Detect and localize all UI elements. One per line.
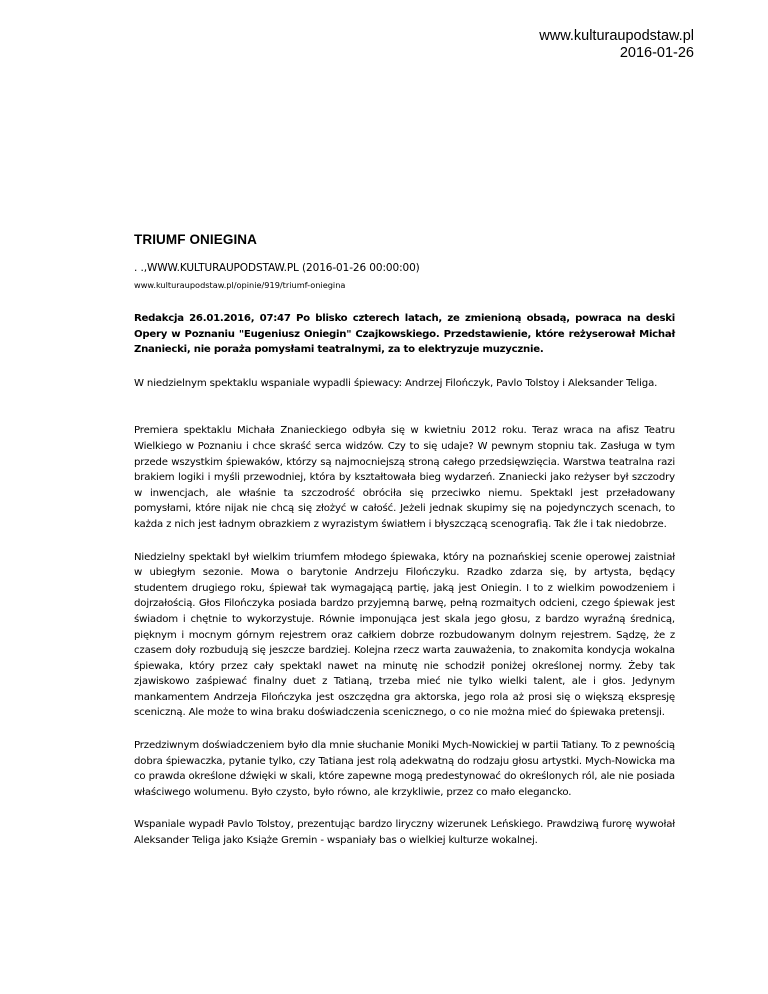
article-paragraph: Premiera spektaklu Michała Znanieckiego odbyła się w kwietniu 2012 roku. Teraz wraca na afisz Teatru Wielkiego w Poznaniu i chce skraść serca widzów. Czy to się udaje? W pewnym stopniu tak. Zasługa w tym przede wszystkim śpiewaków, którzy są najmocniejszą stroną całego przedsięwzięcia. Warstwa teatralna razi brakiem logiki i myśli przewodniej, która by kształtowała bieg wydarzeń. Znaniecki jako reżyser był szczodry w inwencjach, ale właśnie ta szczodrość obróciła się przeciwko niemu. Spektakl jest przeładowany pomysłami, które nijak nie chcą się złożyć w całość. Jeżeli jednak skupimy się na pojedynczych scenach, to każda z nich jest ładnym obrazkiem z wyrazistym światłem i błyszczącą scenografią. Tak źle i tak niedobrze. (134, 425, 675, 530)
source-line: . .,WWW.KULTURAUPODSTAW.PL (2016-01-26 00:00:00) (134, 262, 420, 274)
article (134, 232, 675, 866)
source-url: www.kulturaupodstaw.pl/opinie/919/triumf-oniegina (134, 280, 346, 290)
header-site: www.kulturaupodstaw.pl (539, 28, 694, 44)
article-title: TRIUMF ONIEGINA (134, 232, 257, 247)
article-paragraph: W niedzielnym spektaklu wspaniale wypadli śpiewacy: Andrzej Filończyk, Pavlo Tolstoy i Aleksander Teliga. (134, 377, 658, 389)
article-paragraph: Przedziwnym doświadczeniem było dla mnie słuchanie Moniki Mych-Nowickiej w partii Tatiany. To z pewnością dobra śpiewaczka, pytanie tylko, czy Tatiana jest rolą adekwatną do rodzaju głosu artystki. Mych-Nowicka ma co prawda określone dźwięki w skali, które zapewne mogą predestynować do określonych ról, ale nie posiada właściwego wolumenu. Było czysto, było równo, ale krzykliwie, przez co mało elegancko. (134, 740, 675, 798)
page-header (539, 28, 694, 62)
article-lead: Redakcja 26.01.2016, 07:47 Po blisko czterech latach, ze zmienioną obsadą, powraca na deski Opery w Poznaniu "Eugeniusz Oniegin" Czajkowskiego. Przedstawienie, które reżyserował Michał Znaniecki, nie poraża pomysłami teatralnymi, za to elektryzuje muzycznie. (134, 313, 675, 356)
header-date: 2016-01-26 (619, 45, 694, 61)
article-paragraph: Wspaniale wypadł Pavlo Tolstoy, prezentując bardzo liryczny wizerunek Leńskiego. Prawdziwą furorę wywołał Aleksander Teliga jako Książe Gremin - wspaniały bas o wielkiej kulturze wokalnej. (134, 819, 675, 847)
article-paragraph: Niedzielny spektakl był wielkim triumfem młodego śpiewaka, który na poznańskiej scenie operowej zaistniał w ubiegłym sezonie. Mowa o barytonie Andrzeju Filończyku. Rzadko zdarza się, by artysta, będący studentem drugiego roku, śpiewał tak wymagającą partię, jaką jest Oniegin. I to z wielkim powodzeniem i dojrzałością. Głos Filończyka posiada bardzo przyjemną barwę, pełną rozmaitych odcieni, czego śpiewak jest świadom i chętnie to wykorzystuje. Równie imponująca jest skala jego głosu, z bardzo wyraźną średnicą, pięknym i mocnym górnym rejestrem oraz całkiem dobrze rozbudowanym dolnym rejestrem. Sądzę, że z czasem doły rozbudują się jeszcze bardziej. Kolejna rzecz warta zauważenia, to znakomita kondycja wokalna śpiewaka, który przez cały spektakl nawet na minutę nie schodził poniżej określonej normy. Żeby tak zjawiskowo zaśpiewać finalny duet z Tatianą, trzeba mieć nie tylko wielki talent, ale i głos. Jedynym mankamentem Andrzeja Filończyka jest oszczędna gra aktorska, jego rola aż prosi się o większą ekspresję sceniczną. Ale może to wina braku doświadczenia scenicznego, o co nie można mieć do śpiewaka pretensji. (134, 551, 675, 719)
